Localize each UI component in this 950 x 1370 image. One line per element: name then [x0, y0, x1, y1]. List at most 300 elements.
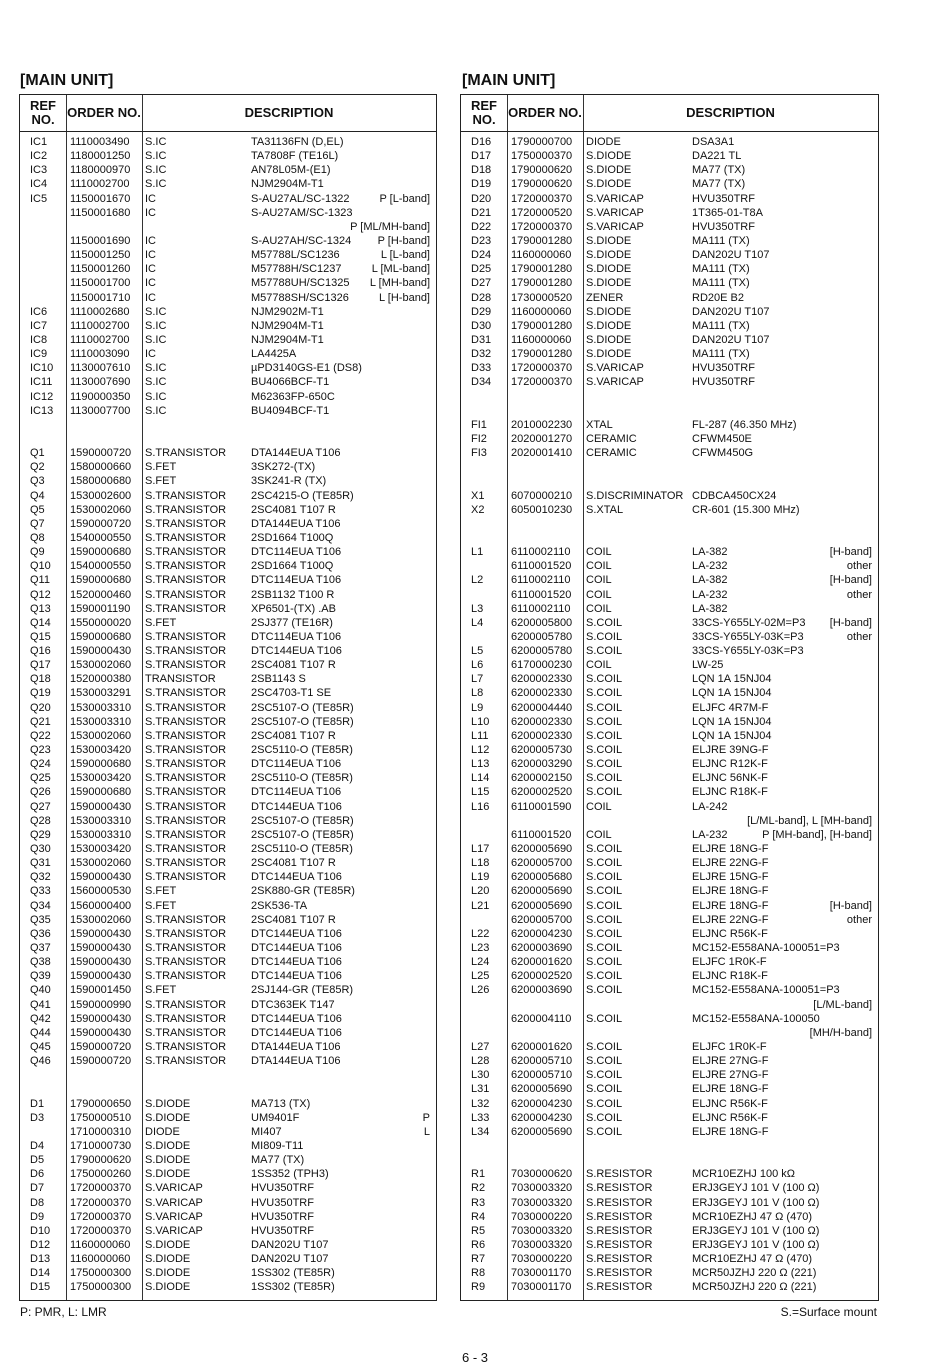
table-row — [461, 870, 878, 884]
part-type-cell: S.IC — [145, 376, 167, 389]
description-cell: ELJNC R12K-F — [692, 758, 768, 771]
ref-no-cell: R3 — [471, 1196, 486, 1209]
table-row — [20, 983, 436, 997]
option-note-cell: other — [846, 630, 872, 643]
description-cell: 3SK241-R (TX) — [251, 475, 327, 488]
table-row — [461, 672, 878, 686]
order-no-cell: 6200004230 — [511, 927, 573, 940]
table-row — [20, 206, 436, 220]
description-cell: NJM2904M-T1 — [251, 319, 324, 332]
table-row — [461, 1082, 878, 1096]
table-row — [461, 517, 878, 531]
table-row — [20, 333, 436, 347]
table-row — [20, 276, 436, 290]
order-no-cell: 6200005780 — [511, 645, 573, 658]
table-row — [20, 1097, 436, 1111]
order-no-cell: 6200005800 — [511, 616, 573, 629]
order-no-cell: 6200005690 — [511, 899, 573, 912]
table-row — [20, 884, 436, 898]
left-parts-table — [19, 94, 437, 1301]
order-no-cell: 1750000510 — [70, 1111, 132, 1124]
part-type-cell: S.TRANSISTOR — [145, 574, 227, 587]
description-cell: AN78L05M-(E1) — [251, 164, 331, 177]
part-type-cell: S.TRANSISTOR — [145, 1026, 227, 1039]
description-cell: MI407 — [251, 1125, 282, 1138]
order-no-cell: 1720000370 — [511, 192, 573, 205]
description-cell: ELJNC R56K-F — [692, 1097, 768, 1110]
order-no-cell: 1160000060 — [70, 1253, 131, 1266]
order-no-cell: 6200005690 — [511, 1083, 573, 1096]
ref-no-cell: Q16 — [30, 645, 51, 658]
table-row — [461, 1181, 878, 1195]
table-row — [20, 1238, 436, 1252]
description-cell: MCR50JZHJ 220 Ω (221) — [692, 1267, 817, 1280]
table-row — [20, 701, 436, 715]
ref-no-cell: Q8 — [30, 531, 45, 544]
table-row — [20, 1082, 436, 1096]
table-row — [461, 644, 878, 658]
order-no-cell: 6200002520 — [511, 786, 573, 799]
description-cell: DTA144EUA T106 — [251, 517, 341, 530]
part-type-cell: S.RESISTOR — [586, 1168, 653, 1181]
ref-no-cell: D10 — [30, 1224, 51, 1237]
table-row — [461, 941, 878, 955]
table-row — [20, 1125, 436, 1139]
order-no-cell: 1590000430 — [70, 956, 132, 969]
order-no-cell: 6200002330 — [511, 729, 573, 742]
order-no-cell: 1150001680 — [70, 206, 131, 219]
description-cell: LA-232 — [692, 560, 728, 573]
part-type-cell: S.TRANSISTOR — [145, 687, 227, 700]
ref-no-cell: Q28 — [30, 814, 51, 827]
order-no-cell: 1540000550 — [70, 531, 132, 544]
table-row — [20, 163, 436, 177]
right-rows — [461, 135, 878, 1295]
description-cell: 2SC5107-O (TE85R) — [251, 828, 354, 841]
order-no-cell: 1530002060 — [70, 659, 132, 672]
ref-no-cell: R1 — [471, 1168, 486, 1181]
description-cell: LA-232 — [692, 588, 728, 601]
description-cell: LA-382 — [692, 546, 728, 559]
table-row — [461, 291, 878, 305]
order-no-cell: 1130007700 — [70, 404, 131, 417]
table-row — [20, 1012, 436, 1026]
ref-no-cell: Q45 — [30, 1041, 51, 1053]
table-row — [20, 347, 436, 361]
part-type-cell: IC — [145, 348, 156, 361]
table-row — [20, 1224, 436, 1238]
description-cell: 3SK272-(TX) — [251, 461, 316, 474]
table-row — [20, 814, 436, 828]
part-type-cell: S.COIL — [586, 956, 623, 969]
part-type-cell: CERAMIC — [586, 447, 637, 460]
ref-no-cell: FI2 — [471, 432, 487, 445]
table-row — [461, 1026, 878, 1040]
table-row — [20, 460, 436, 474]
order-no-cell: 1590000680 — [70, 574, 132, 587]
table-row — [20, 800, 436, 814]
ref-no-cell: Q29 — [30, 828, 51, 841]
order-no-cell: 1790001280 — [511, 277, 573, 290]
order-no-cell: 6110002110 — [511, 602, 571, 615]
ref-no-cell: IC1 — [30, 136, 48, 148]
ref-no-cell: IC9 — [30, 348, 48, 361]
description-cell: DAN202U T107 — [692, 333, 770, 346]
part-type-cell: S.RESISTOR — [586, 1253, 653, 1266]
description-cell: DTC114EUA T106 — [251, 786, 342, 799]
part-type-cell: S.TRANSISTOR — [145, 447, 227, 460]
order-no-cell: 1160000060 — [70, 1238, 131, 1251]
part-type-cell: S.COIL — [586, 857, 623, 870]
part-type-cell: S.TRANSISTOR — [145, 814, 227, 827]
part-type-cell: S.TRANSISTOR — [145, 1041, 227, 1053]
table-row — [20, 1054, 436, 1068]
ref-no-cell: Q22 — [30, 729, 51, 742]
order-no-cell: 1720000370 — [70, 1224, 132, 1237]
part-type-cell: S.COIL — [586, 729, 623, 742]
description-cell: 2SC5110-O (TE85R) — [251, 744, 353, 757]
description-cell: MCR50JZHJ 220 Ω (221) — [692, 1281, 817, 1294]
order-no-cell: 1720000370 — [511, 376, 573, 389]
part-type-cell: S.VARICAP — [145, 1224, 203, 1237]
part-type-cell: S.VARICAP — [586, 220, 644, 233]
order-no-cell: 6200005710 — [511, 1069, 573, 1082]
order-no-cell: 1790000620 — [70, 1154, 132, 1167]
part-type-cell: S.RESISTOR — [586, 1238, 653, 1251]
ref-no-cell: Q11 — [30, 574, 50, 587]
description-cell: M57788L/SC1236 — [251, 249, 340, 262]
ref-no-cell: L22 — [471, 927, 490, 940]
description-cell: LA-232 — [692, 828, 728, 841]
order-no-cell: 1720000520 — [511, 206, 573, 219]
order-no-cell: 1530002060 — [70, 913, 132, 926]
table-row — [20, 305, 436, 319]
ref-no-cell: D32 — [471, 348, 492, 361]
ref-no-cell: IC13 — [30, 404, 54, 417]
ref-no-cell: Q25 — [30, 772, 51, 785]
part-type-cell: S.DIODE — [586, 333, 632, 346]
part-type-cell: S.COIL — [586, 843, 623, 856]
part-type-cell: S.TRANSISTOR — [145, 786, 227, 799]
ref-no-header: REF NO. — [30, 98, 56, 127]
table-row — [20, 149, 436, 163]
description-cell: DTA144EUA T106 — [251, 447, 341, 460]
part-type-cell: S.DIODE — [145, 1168, 191, 1181]
order-no-cell: 1540000550 — [70, 560, 132, 573]
description-cell: MCR10EZHJ 47 Ω (470) — [692, 1210, 813, 1223]
table-row — [20, 828, 436, 842]
order-no-cell: 2020001410 — [511, 447, 573, 460]
order-no-cell: 1560000530 — [70, 885, 132, 898]
part-type-cell: S.RESISTOR — [586, 1281, 653, 1294]
part-type-cell: S.COIL — [586, 758, 623, 771]
ref-no-cell: IC10 — [30, 362, 54, 375]
table-row — [461, 192, 878, 206]
table-row — [461, 220, 878, 234]
table-row — [461, 305, 878, 319]
description-cell: 1SS352 (TPH3) — [251, 1168, 329, 1181]
table-row — [461, 899, 878, 913]
description-cell: 2SK536-TA — [251, 899, 308, 912]
order-no-cell: 1590000680 — [70, 786, 132, 799]
option-note-cell: P [ML/MH-band] — [350, 220, 430, 233]
description-cell: DTC363EK T147 — [251, 998, 335, 1011]
part-type-cell: S.IC — [145, 136, 167, 148]
description-cell: MCR10EZHJ 47 Ω (470) — [692, 1253, 813, 1266]
part-type-cell: S.TRANSISTOR — [145, 970, 227, 983]
order-no-cell: 1530003310 — [70, 828, 132, 841]
description-cell: ELJFC 1R0K-F — [692, 956, 767, 969]
part-type-cell: S.DIODE — [586, 348, 632, 361]
description-cell: 33CS-Y655LY-03K=P3 — [692, 630, 804, 643]
description-cell: MC152-E558ANA-100050 — [692, 1012, 820, 1025]
description-cell: NJM2904M-T1 — [251, 333, 324, 346]
order-no-cell: 1530003310 — [70, 814, 132, 827]
part-type-cell: S.TRANSISTOR — [145, 630, 227, 643]
part-type-cell: CERAMIC — [586, 432, 637, 445]
part-type-cell: COIL — [586, 800, 612, 813]
ref-no-cell: L24 — [471, 956, 490, 969]
ref-no-cell: IC2 — [30, 150, 48, 163]
table-row — [20, 1040, 436, 1054]
part-type-cell: S.FET — [145, 899, 177, 912]
order-no-cell: 1590000990 — [70, 998, 132, 1011]
order-no-cell: 1150001700 — [70, 277, 131, 290]
description-cell: 2SB1143 S — [251, 673, 306, 686]
description-cell: 1T365-01-T8A — [692, 206, 763, 219]
table-row — [20, 489, 436, 503]
order-no-cell: 6110001520 — [511, 588, 572, 601]
ref-no-cell: L13 — [471, 758, 490, 771]
order-no-cell: 1180001250 — [70, 150, 131, 163]
ref-no-cell: Q35 — [30, 913, 51, 926]
ref-no-cell: Q15 — [30, 630, 51, 643]
order-no-cell: 1590001190 — [70, 602, 131, 615]
ref-no-cell: D7 — [30, 1182, 45, 1195]
ref-no-cell: D12 — [30, 1238, 51, 1251]
table-row — [20, 644, 436, 658]
order-no-cell: 1580000660 — [70, 461, 132, 474]
order-no-cell: 1590000720 — [70, 447, 132, 460]
order-no-cell: 6200004230 — [511, 1111, 573, 1124]
description-cell: ELJNC 56NK-F — [692, 772, 768, 785]
table-row — [20, 361, 436, 375]
description-cell: ERJ3GEYJ 101 V (100 Ω) — [692, 1224, 820, 1237]
ref-no-cell: Q9 — [30, 546, 45, 559]
table-row — [20, 517, 436, 531]
part-type-cell: S.TRANSISTOR — [145, 560, 227, 573]
description-cell: MA111 (TX) — [692, 348, 750, 361]
ref-no-cell: Q5 — [30, 503, 45, 516]
part-type-cell: S.FET — [145, 984, 177, 997]
ref-no-cell: Q21 — [30, 715, 51, 728]
table-row — [461, 1167, 878, 1181]
ref-no-cell: Q19 — [30, 687, 51, 700]
ref-no-cell: Q36 — [30, 927, 51, 940]
ref-no-cell: R2 — [471, 1182, 486, 1195]
part-type-cell: S.TRANSISTOR — [145, 645, 227, 658]
table-row — [20, 262, 436, 276]
description-cell: HVU350TRF — [251, 1224, 314, 1237]
order-no-cell: 1550000020 — [70, 616, 132, 629]
ref-no-cell: D8 — [30, 1196, 45, 1209]
description-cell: 2SB1132 T100 R — [251, 588, 335, 601]
table-row — [20, 969, 436, 983]
part-type-cell: S.DIODE — [586, 178, 632, 191]
ref-no-cell: IC4 — [30, 178, 48, 191]
ref-no-cell: IC6 — [30, 305, 48, 318]
ref-no-cell: Q7 — [30, 517, 45, 530]
description-cell: LA-382 — [692, 602, 728, 615]
ref-no-cell: D28 — [471, 291, 492, 304]
order-no-cell: 6200002330 — [511, 673, 573, 686]
description-cell: LQN 1A 15NJ04 — [692, 673, 772, 686]
table-row — [20, 743, 436, 757]
table-row — [461, 177, 878, 191]
ref-no-cell: Q42 — [30, 1012, 51, 1025]
description-cell: HVU350TRF — [692, 376, 755, 389]
ref-no-cell: IC8 — [30, 333, 48, 346]
table-row — [20, 899, 436, 913]
description-cell: DTC114EUA T106 — [251, 630, 342, 643]
table-row — [20, 573, 436, 587]
description-header: DESCRIPTION — [686, 105, 775, 120]
part-type-cell: ZENER — [586, 291, 624, 304]
table-row — [461, 390, 878, 404]
order-no-cell: 1150001710 — [70, 291, 131, 304]
part-type-cell: S.DIODE — [145, 1253, 191, 1266]
ref-no-cell: Q10 — [30, 560, 51, 573]
table-row — [20, 998, 436, 1012]
part-type-cell: S.FET — [145, 475, 177, 488]
description-cell: 2SK880-GR (TE85R) — [251, 885, 355, 898]
part-type-cell: S.RESISTOR — [586, 1224, 653, 1237]
part-type-cell: S.RESISTOR — [586, 1182, 653, 1195]
table-row — [20, 1196, 436, 1210]
table-row — [461, 545, 878, 559]
part-type-cell: S.TRANSISTOR — [145, 857, 227, 870]
table-row — [20, 729, 436, 743]
table-row — [461, 828, 878, 842]
description-cell: LQN 1A 15NJ04 — [692, 715, 772, 728]
table-row — [461, 616, 878, 630]
part-type-cell: S.DIODE — [145, 1238, 191, 1251]
order-no-cell: 1730000520 — [511, 291, 573, 304]
table-row — [461, 729, 878, 743]
description-cell: DTC144EUA T106 — [251, 1012, 342, 1025]
ref-no-cell: Q20 — [30, 701, 51, 714]
table-row — [461, 559, 878, 573]
table-row — [20, 474, 436, 488]
ref-no-cell: L30 — [471, 1069, 490, 1082]
ref-no-cell: D3 — [30, 1111, 45, 1124]
option-note-cell: [H-band] — [829, 899, 872, 912]
order-no-cell: 1110003490 — [70, 136, 130, 148]
table-row — [461, 446, 878, 460]
ref-no-cell: D27 — [471, 277, 492, 290]
table-row — [461, 489, 878, 503]
table-row — [20, 588, 436, 602]
surface-mount-note: S.=Surface mount — [780, 1305, 877, 1319]
order-no-cell: 1790001280 — [511, 234, 573, 247]
order-no-cell: 1720000370 — [70, 1182, 132, 1195]
description-cell: CFWM450G — [692, 447, 754, 460]
ref-no-cell: Q41 — [30, 998, 51, 1011]
part-type-cell: XTAL — [586, 418, 613, 431]
description-cell: 2SC4215-O (TE85R) — [251, 489, 354, 502]
order-no-cell: 1590000430 — [70, 645, 132, 658]
table-row — [20, 1280, 436, 1294]
ref-no-cell: L26 — [471, 984, 490, 997]
part-type-cell: S.COIL — [586, 630, 623, 643]
description-cell: ELJRE 39NG-F — [692, 744, 769, 757]
order-no-cell: 1530003420 — [70, 744, 132, 757]
table-row — [461, 1125, 878, 1139]
part-type-cell: S.IC — [145, 404, 167, 417]
table-row — [461, 347, 878, 361]
description-cell: HVU350TRF — [251, 1210, 314, 1223]
part-type-cell: IC — [145, 291, 156, 304]
order-no-cell: 1790001280 — [511, 263, 573, 276]
part-type-cell: IC — [145, 263, 156, 276]
table-row — [461, 460, 878, 474]
part-type-cell: S.DISCRIMINATOR — [586, 489, 684, 502]
part-type-cell: S.COIL — [586, 1069, 623, 1082]
description-cell: 33CS-Y655LY-02M=P3 — [692, 616, 806, 629]
part-type-cell: S.IC — [145, 178, 167, 191]
part-type-cell: S.TRANSISTOR — [145, 729, 227, 742]
part-type-cell: IC — [145, 277, 156, 290]
option-note-cell: [L/ML-band], L [MH-band] — [747, 814, 872, 827]
ref-no-cell: D5 — [30, 1154, 45, 1167]
description-cell: 2SJ144-GR (TE85R) — [251, 984, 354, 997]
part-type-cell: S.DIODE — [586, 234, 632, 247]
description-cell: 2SC4081 T107 R — [251, 729, 336, 742]
part-type-cell: IC — [145, 206, 156, 219]
table-row — [461, 531, 878, 545]
description-cell: MA713 (TX) — [251, 1097, 311, 1110]
description-cell: MA111 (TX) — [692, 319, 750, 332]
part-type-cell: S.TRANSISTOR — [145, 871, 227, 884]
description-cell: DTC114EUA T106 — [251, 758, 342, 771]
order-no-cell: 1590000430 — [70, 1026, 132, 1039]
description-cell: DTC144EUA T106 — [251, 645, 342, 658]
description-cell: HVU350TRF — [692, 192, 755, 205]
part-type-cell: S.TRANSISTOR — [145, 503, 227, 516]
order-no-cell: 6200003690 — [511, 942, 573, 955]
description-cell: MI809-T11 — [251, 1139, 304, 1152]
ref-no-cell: Q26 — [30, 786, 51, 799]
part-type-cell: S.COIL — [586, 772, 623, 785]
description-cell: MA77 (TX) — [692, 164, 746, 177]
order-no-cell: 2020001270 — [511, 432, 573, 445]
part-type-cell: S.IC — [145, 333, 167, 346]
description-cell: MA77 (TX) — [251, 1154, 305, 1167]
part-type-cell: S.COIL — [586, 927, 623, 940]
ref-no-cell: FI1 — [471, 418, 487, 431]
order-no-cell: 1790000620 — [511, 178, 573, 191]
order-no-cell: 1790001280 — [511, 348, 573, 361]
ref-no-cell: IC12 — [30, 390, 54, 403]
part-type-cell: S.DIODE — [586, 263, 632, 276]
description-cell: ELJRE 15NG-F — [692, 871, 769, 884]
order-no-cell: 1130007690 — [70, 376, 131, 389]
part-type-cell: S.FET — [145, 616, 177, 629]
order-no-cell: 1530003310 — [70, 701, 132, 714]
ref-no-cell: D34 — [471, 376, 492, 389]
table-row — [20, 630, 436, 644]
table-row — [461, 1153, 878, 1167]
